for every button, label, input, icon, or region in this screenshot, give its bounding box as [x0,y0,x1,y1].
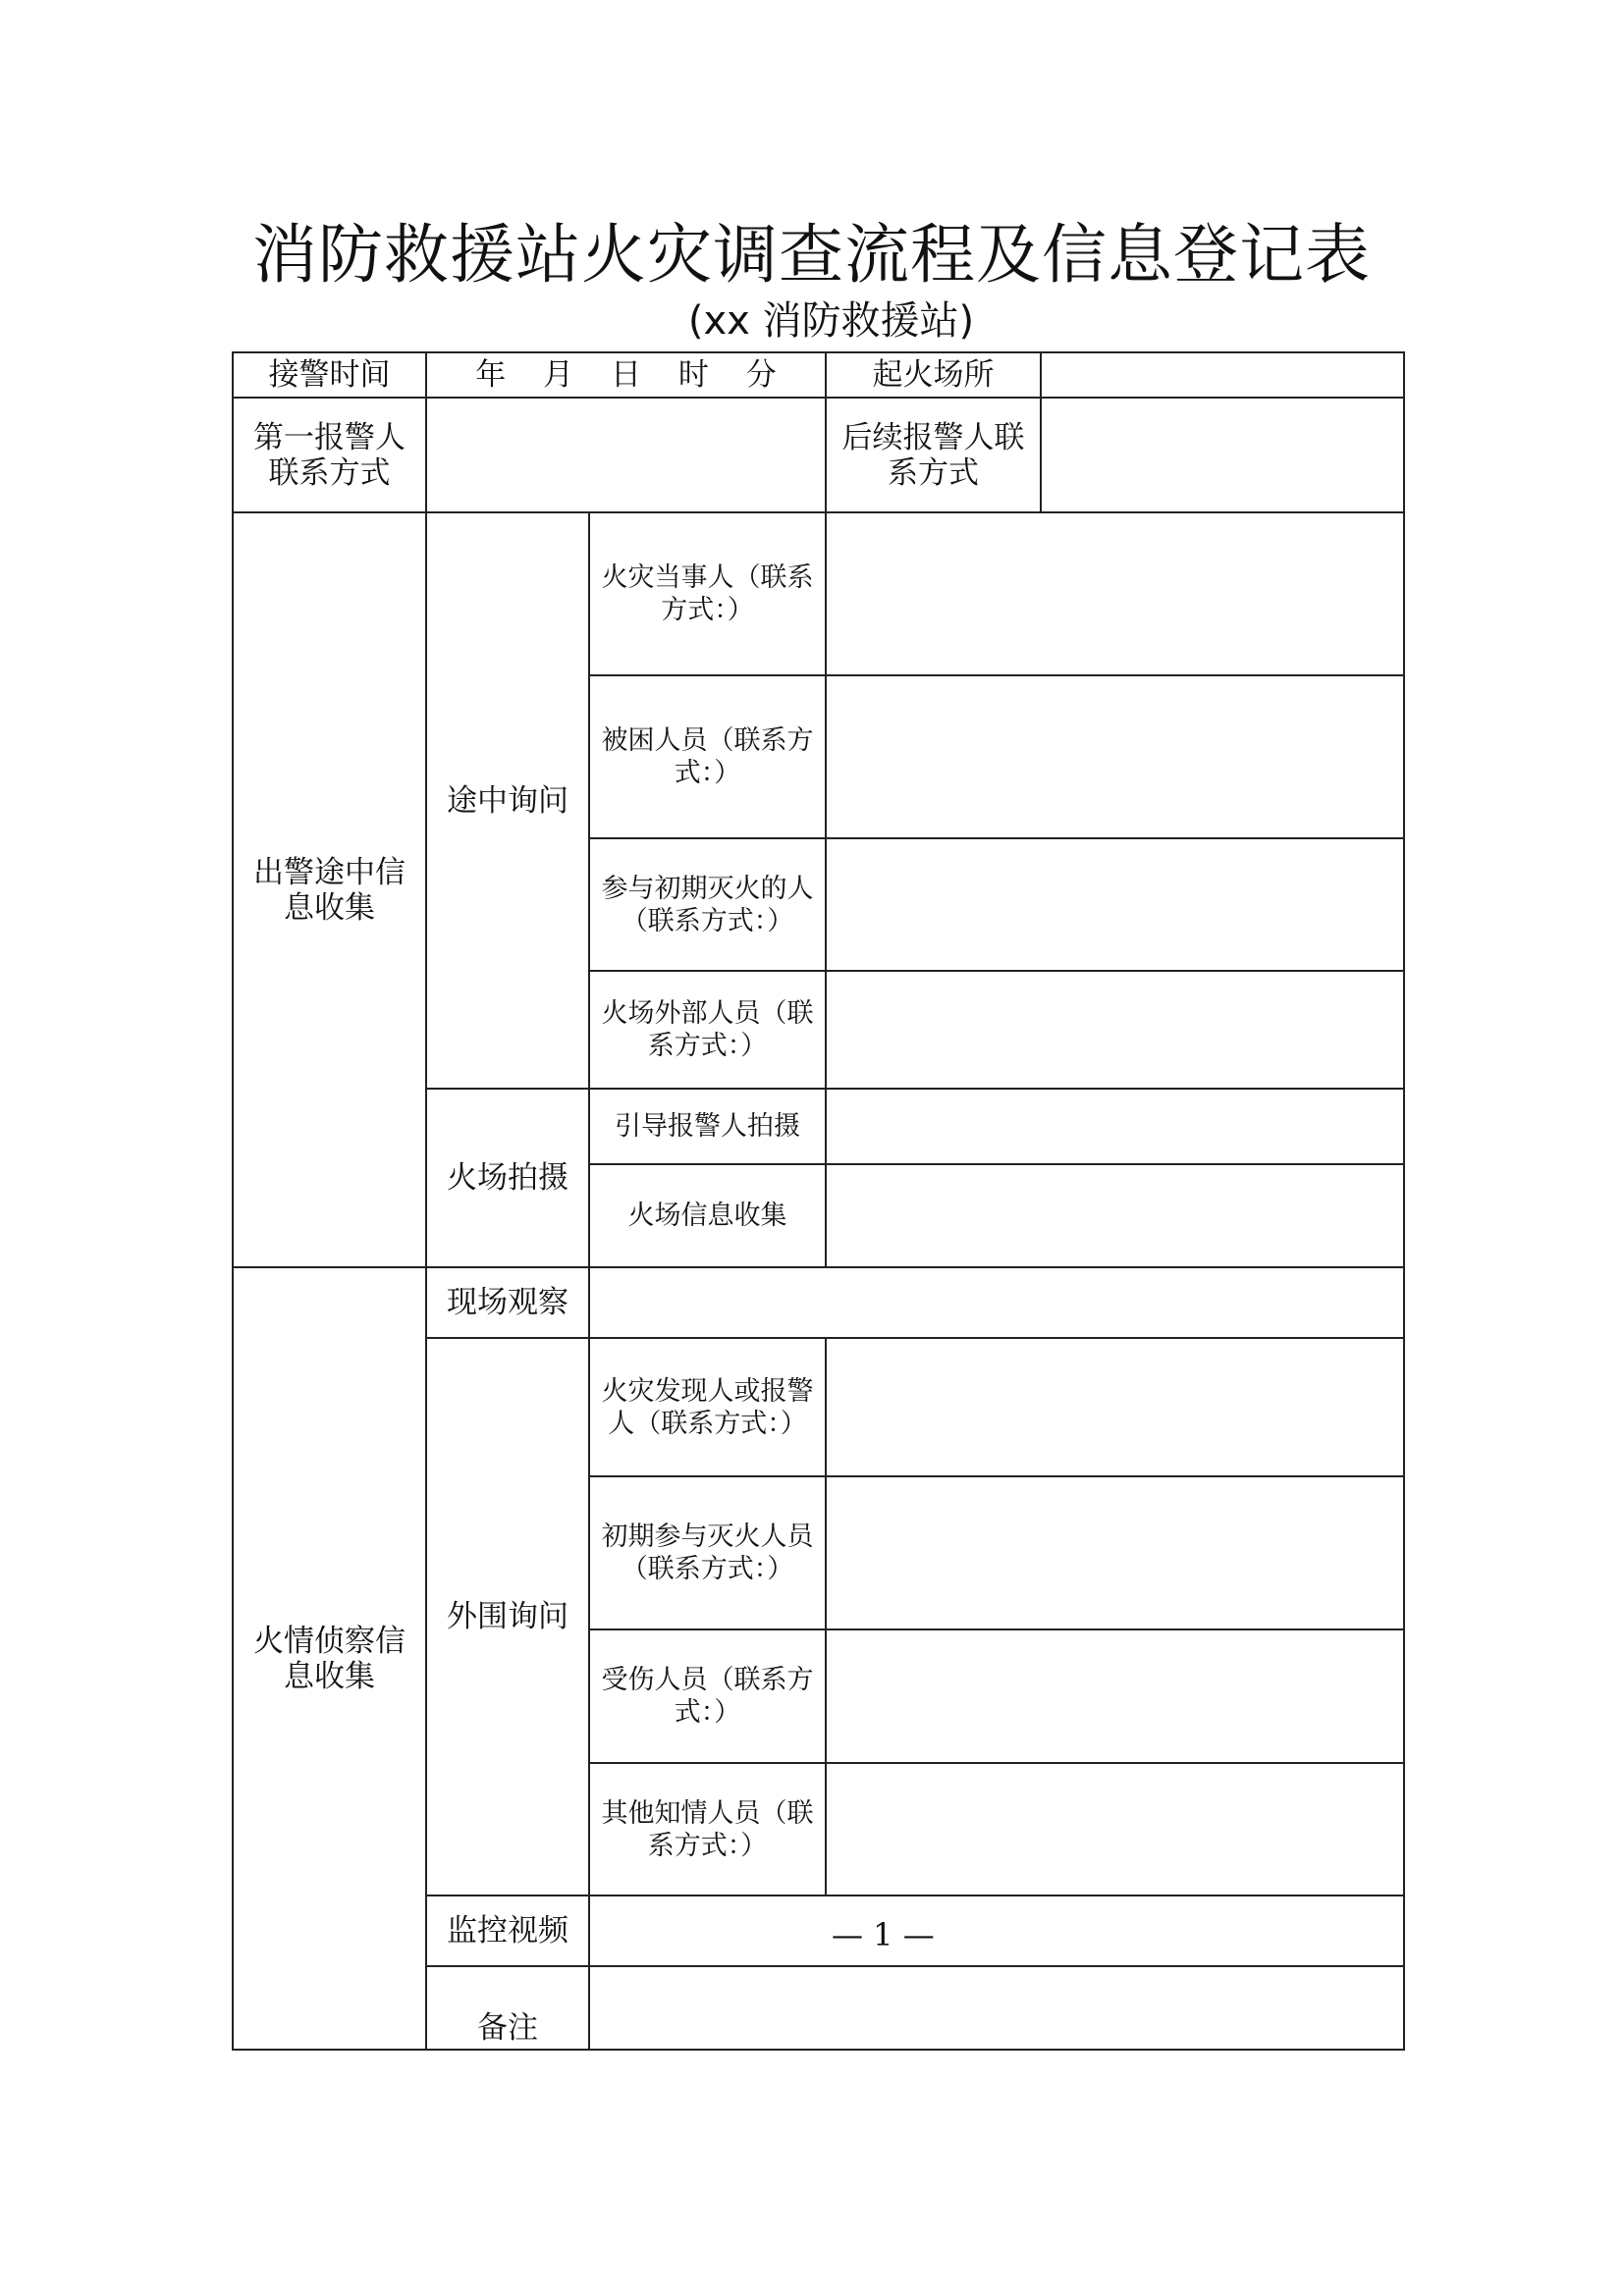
page-subtitle: (xx 消防救援站) [687,298,975,344]
item-fire-party: 火灾当事人（联系方式：） [589,512,826,675]
fire-place-field[interactable] [1041,352,1404,398]
item-fire-info-collection: 火场信息收集 [589,1164,826,1267]
item-injured-persons: 受伤人员（联系方式：） [589,1629,826,1763]
scene-observation-field[interactable] [589,1267,1404,1338]
item-discoverer-field[interactable] [826,1338,1404,1476]
item-other-witnesses-field[interactable] [826,1763,1404,1896]
item-early-firefighters: 初期参与灭火人员（联系方式：） [589,1476,826,1629]
item-early-firefighters-field[interactable] [826,1476,1404,1629]
page-title: 消防救援站火灾调查流程及信息登记表 [252,217,1371,293]
first-caller-field[interactable] [426,398,826,512]
item-initial-firefighters: 参与初期灭火的人（联系方式：） [589,838,826,971]
monitor-video-label: 监控视频 [426,1896,589,1966]
page-number: — 1 — [832,1915,935,1953]
item-guide-caller-photo-field[interactable] [826,1089,1404,1164]
alarm-time-field[interactable] [426,352,826,398]
group-perimeter-inquiry-label: 外围询问 [426,1338,589,1896]
section-recon-label: 火情侦察信息收集 [233,1267,426,2050]
section-en-route-label: 出警途中信息收集 [233,512,426,1267]
item-discoverer: 火灾发现人或报警人（联系方式：） [589,1338,826,1476]
minute-unit: 分 [745,357,777,393]
month-unit: 月 [543,357,574,393]
fire-place-label: 起火场所 [826,352,1041,398]
alarm-time-label: 接警时间 [233,352,426,398]
year-unit: 年 [475,357,507,393]
remarks-field[interactable] [589,1966,1404,2050]
item-trapped-persons-field[interactable] [826,675,1404,838]
remarks-label: 备注 [426,1966,589,2050]
item-outside-persons-field[interactable] [826,971,1404,1089]
item-trapped-persons: 被困人员（联系方式：） [589,675,826,838]
registration-form [232,351,1405,2051]
later-caller-label: 后续报警人联系方式 [826,398,1041,512]
hour-unit: 时 [677,357,709,393]
item-outside-persons: 火场外部人员（联系方式：） [589,971,826,1089]
item-guide-caller-photo: 引导报警人拍摄 [589,1089,826,1164]
scene-observation-label: 现场观察 [426,1267,589,1338]
item-fire-party-field[interactable] [826,512,1404,675]
later-caller-field[interactable] [1041,398,1404,512]
group-en-route-inquiry-label: 途中询问 [426,512,589,1089]
item-fire-info-collection-field[interactable] [826,1164,1404,1267]
item-other-witnesses: 其他知情人员（联系方式：） [589,1763,826,1896]
item-injured-persons-field[interactable] [826,1629,1404,1763]
first-caller-label: 第一报警人联系方式 [233,398,426,512]
group-fire-photo-label: 火场拍摄 [426,1089,589,1267]
monitor-video-field[interactable] [589,1896,1404,1966]
day-unit: 日 [611,357,641,393]
item-initial-firefighters-field[interactable] [826,838,1404,971]
